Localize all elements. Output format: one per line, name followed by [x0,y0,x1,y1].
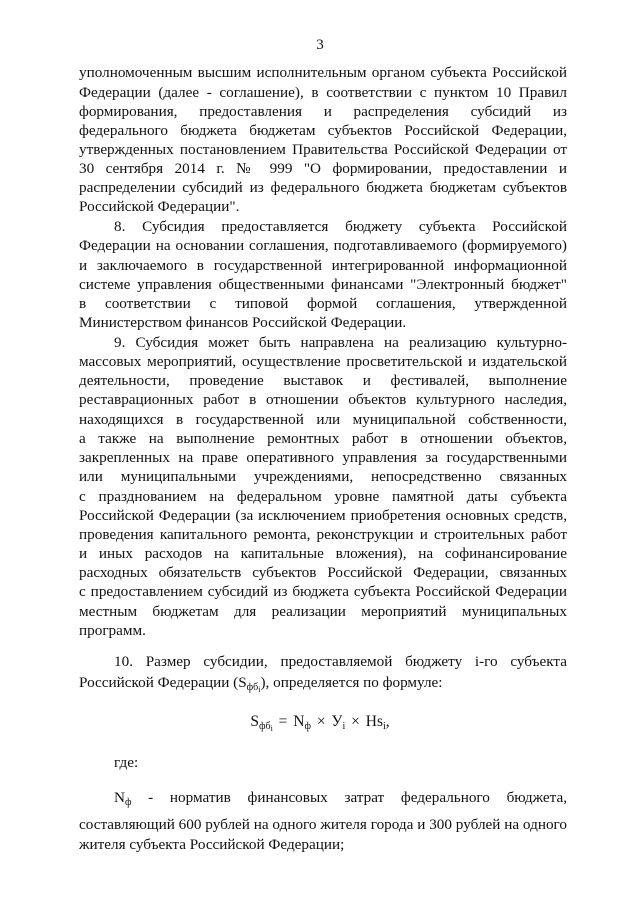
text-line: системе управления общественными финансами "Электронный бюджет" [79,276,567,293]
text-line: Федерации на основании соглашения, подготавливаемого (формируемого) [79,237,567,254]
text-line: федерального бюджета бюджетам субъектов Российской Федерации, [79,122,567,139]
text-line: закрепленных на праве оперативного управления за государственными [79,449,567,466]
text-line: реставрационных работ в отношении объектов культурного наследия, [79,391,567,408]
text-line: и иных расходов на капитальные вложения), на софинансирование [79,545,567,562]
definition-line-1 [114,788,567,808]
text-line: утвержденных постановлением Правительства Российской Федерации от [79,141,567,158]
formula-s-sub: фб [258,721,271,732]
definition-line-2: составляющий 600 рублей на одного жителя города и 300 рублей на одного [79,816,567,833]
text-line: Федерации (далее - соглашение), в соответствии с пунктом 10 Правил [79,84,567,101]
text-line: с празднованием на федеральном уровне памятной даты субъекта [79,488,567,505]
text-line: 8. Субсидия предоставляется бюджету субъекта Российской [114,218,567,235]
text-line: а также на выполнение ремонтных работ в отношении объектов, [79,430,567,447]
text-line: Российской Федерации (за исключением приобретения основных средств, [79,507,567,524]
text-line: Министерством финансов Российской Федерации. [79,314,407,331]
text-line: расходных обязательств субъектов Российской Федерации, связанных [79,564,567,581]
text-line: с предоставлением субсидий из бюджета субъекта Российской Федерации [79,583,567,600]
definition-text: - норматив финансовых затрат федерального бюджета, [148,789,567,806]
text-line: 10. Размер субсидии, предоставляемой бюджету i-го субъекта [114,653,567,670]
formula [0,713,640,731]
p10-sub: фб [246,682,259,693]
text-line: 30 сентября 2014 г. № 999 "О формировании, предоставлении и [79,160,567,177]
formula-hs-sub: i [382,721,386,732]
formula-n: N [293,713,305,730]
page-number: 3 [316,37,324,53]
text-line: распределении субсидий из федерального бюджета бюджетам субъектов [79,179,567,196]
text-line: программ. [79,622,146,639]
text-line: формирования, предоставления и распределения субсидий из [79,103,567,120]
text-line: или муниципальными учреждениями, непосредственно связанных [79,468,567,485]
formula-n-sub: ф [304,721,311,732]
text-line: и заключаемого в государственной интегрированной информационной [79,257,567,274]
text-line: Российской Федерации". [79,198,240,215]
text-line: проведения капитального ремонта, реконструкции и строительных работ [79,526,567,543]
definition-symbol-sub: ф [124,797,132,808]
p10-subsub: i [258,685,261,694]
formula-equals: = [278,713,288,730]
formula-s-subsub: i [270,724,273,733]
text-line: находящихся в государственной или муниципальной собственности, [79,411,567,428]
formula-comma: , [385,713,390,730]
text-line: массовых мероприятий, осуществление просветительской и издательской [79,353,567,370]
formula-u: У [331,713,343,730]
text-line: уполномоченным высшим исполнительным органом субъекта Российской [79,64,567,81]
formula-times-2: × [351,713,360,730]
p10-text-after: ), определяется по формуле: [260,674,443,691]
text-line-p10-2 [79,673,567,693]
formula-s: S [250,713,259,730]
text-line: 9. Субсидия может быть направлена на реализацию культурно- [114,334,567,351]
definition-symbol: N [114,789,125,806]
formula-hs: Hs [365,713,383,730]
formula-u-sub: i [342,721,346,732]
text-line: деятельности, проведение выставок и фестивалей, выполнение [79,372,567,389]
p10-text-before: Российской Федерации (S [79,674,247,691]
definition-line-3: жителя субъекта Российской Федерации; [79,836,345,853]
text-line: местным бюджетам для реализации мероприятий муниципальных [79,603,567,620]
text-line: в соответствии с типовой формой соглашения, утвержденной [79,295,567,312]
formula-times-1: × [316,713,326,730]
where-label: где: [114,754,139,771]
